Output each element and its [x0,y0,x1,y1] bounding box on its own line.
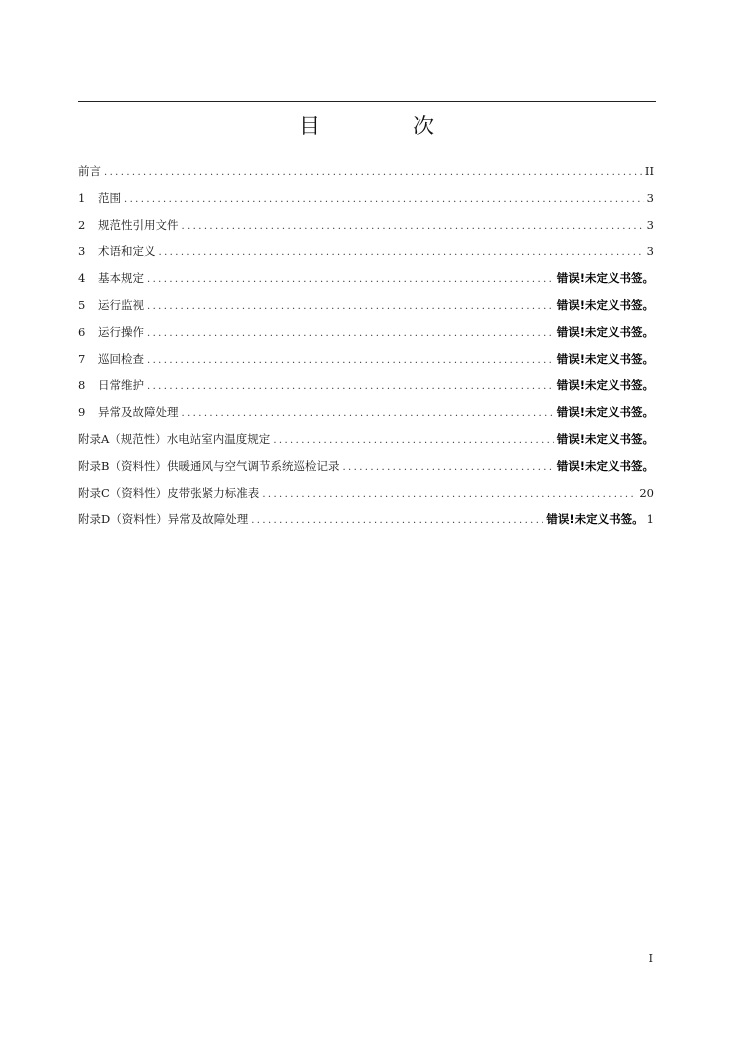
toc-entry-error: 错误!未定义书签。 [556,324,654,339]
toc-entry-error: 错误!未定义书签。 [556,271,654,286]
dot-leader [182,401,554,428]
toc-entry-page: II [644,164,654,178]
toc-entry-label: 运行监视 [98,297,144,312]
toc-entry-label: 范围 [98,190,121,205]
toc-entry-label: 巡回检查 [98,351,144,366]
toc-entry-basic-rules[interactable] [78,265,654,292]
toc-entry-appendix-a[interactable] [78,426,654,453]
toc-entry-normative-references[interactable] [78,212,654,239]
toc-entry-error: 错误!未定义书签。 [556,351,654,366]
toc-entry-error: 错误!未定义书签。 [546,512,644,527]
dot-leader [147,374,554,401]
toc-entry-inspection[interactable] [78,346,654,373]
toc-entry-scope[interactable] [78,185,654,212]
toc-entry-number: 4 [78,271,86,286]
dot-leader [342,455,553,482]
toc-entry-page: 20 [639,485,654,500]
toc-entry-error: 错误!未定义书签。 [556,297,654,312]
page-number: I [648,952,653,965]
toc-entry-operation[interactable] [78,319,654,346]
toc-entry-error: 错误!未定义书签。 [556,405,654,420]
toc-entry-label: 附录C（资料性）皮带张紧力标准表 [78,485,260,500]
toc-entry-appendix-c[interactable] [78,480,654,507]
toc-entry-maintenance[interactable] [78,372,654,399]
toc-entry-label: 日常维护 [98,378,144,393]
page-title: 目 次 [299,114,470,138]
toc-entry-appendix-d[interactable] [78,506,654,533]
toc-entry-label: 运行操作 [98,324,144,339]
toc-entry-number: 7 [78,351,86,366]
toc-entry-label: 异常及故障处理 [98,405,179,420]
toc-entry-label: 术语和定义 [98,244,156,259]
toc-entry-number: 9 [78,405,86,420]
dot-leader [273,428,553,455]
table-of-contents [78,158,654,533]
dot-leader [124,187,644,214]
toc-entry-number: 5 [78,297,86,312]
toc-entry-monitoring[interactable] [78,292,654,319]
toc-entry-error: 错误!未定义书签。 [556,458,654,473]
toc-entry-appendix-b[interactable] [78,453,654,480]
toc-entry-number: 8 [78,378,86,393]
dot-leader [147,267,554,294]
toc-entry-number: 3 [78,244,86,259]
dot-leader [262,482,636,509]
dot-leader [147,321,554,348]
toc-entry-fault-handling[interactable] [78,399,654,426]
toc-entry-page: 1 [646,512,654,527]
toc-entry-error: 错误!未定义书签。 [556,378,654,393]
dot-leader [182,214,644,241]
toc-entry-number: 2 [78,217,86,232]
toc-entry-foreword[interactable] [78,158,654,185]
toc-entry-number: 1 [78,190,86,205]
toc-entry-label: 前言 [78,164,101,178]
dot-leader [147,348,554,375]
toc-entry-page: 3 [646,244,654,259]
header-rule [78,101,656,102]
toc-entry-page: 3 [646,217,654,232]
toc-entry-label: 基本规定 [98,271,144,286]
toc-entry-terms[interactable] [78,238,654,265]
dot-leader [159,240,644,267]
toc-entry-page: 3 [646,190,654,205]
toc-entry-label: 附录B（资料性）供暖通风与空气调节系统巡检记录 [78,458,340,473]
dot-leader [104,160,642,187]
toc-entry-error: 错误!未定义书签。 [556,431,654,446]
dot-leader [251,508,543,535]
toc-entry-label: 附录D（资料性）异常及故障处理 [78,512,249,527]
toc-entry-label: 规范性引用文件 [98,217,179,232]
toc-entry-number: 6 [78,324,86,339]
dot-leader [147,294,554,321]
toc-entry-label: 附录A（规范性）水电站室内温度规定 [78,431,271,446]
